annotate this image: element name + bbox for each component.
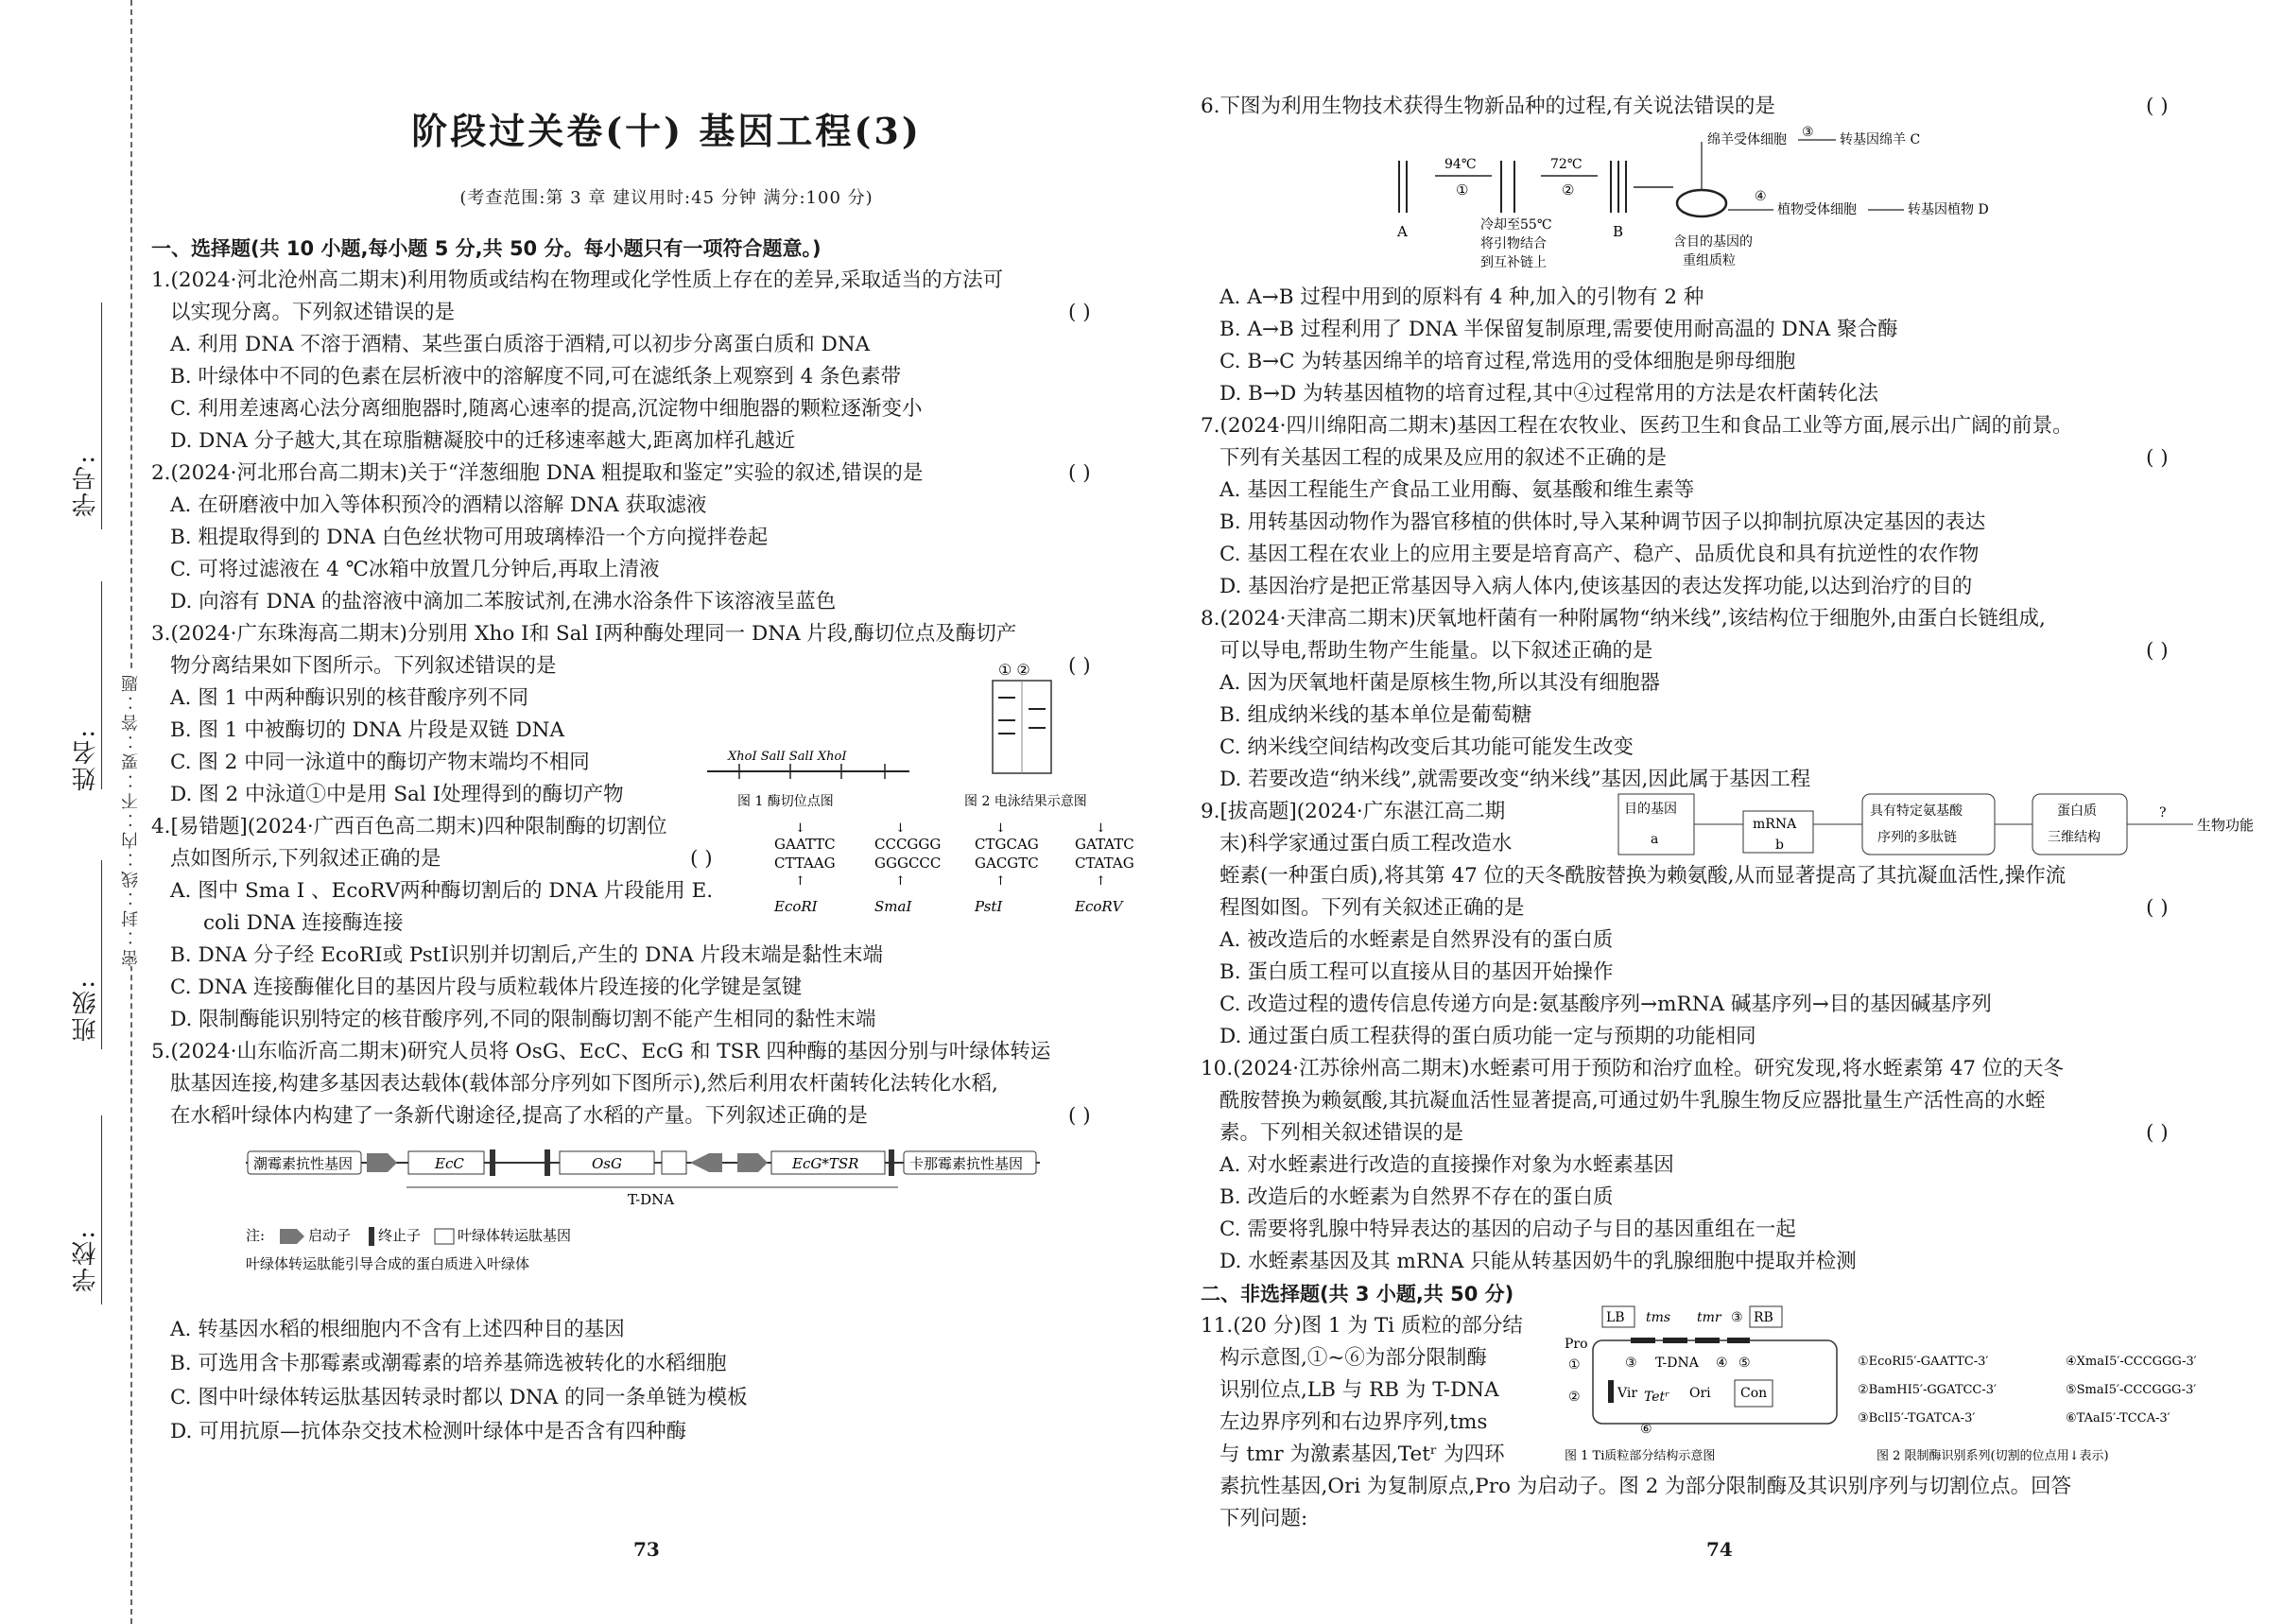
q2-option-a: A. 在研磨液中加入等体积预冷的酒精以溶解 DNA 获取滤液 bbox=[170, 493, 707, 517]
q5-legend-transit: 叶绿体转运肽基因 bbox=[458, 1227, 572, 1244]
q9-stem-1: 9.[拔高题](2024·广东湛江高二期 bbox=[1201, 800, 1506, 823]
q5-tdna-label: T-DNA bbox=[628, 1191, 675, 1208]
q4-option-d: D. 限制酶能识别特定的核苷酸序列,不同的限制酶切割不能产生相同的黏性末端 bbox=[170, 1008, 876, 1031]
q9-option-b: B. 蛋白质工程可以直接从目的基因开始操作 bbox=[1219, 960, 1614, 984]
q6-plant-cell: 植物受体细胞 bbox=[1777, 202, 1857, 217]
q8-option-a: A. 因为厌氧地杆菌是原核生物,所以其没有细胞器 bbox=[1219, 671, 1661, 695]
q1-option-d: D. DNA 分子越大,其在琼脂糖凝胶中的迁移速率越大,距离加样孔越近 bbox=[170, 429, 796, 453]
q11-fig1-site1: ① bbox=[1568, 1357, 1581, 1373]
q9-option-c: C. 改造过程的遗传信息传递方向是:氨基酸序列→mRNA 碱基序列→目的基因碱基序列 bbox=[1219, 993, 1992, 1016]
section-heading: 一、选择题(共 10 小题,每小题 5 分,共 50 分。每小题只有一项符合题意。) bbox=[151, 237, 822, 260]
q11-fig2-e5: ⑤SmaⅠ5′-CCCGGG-3′ bbox=[2066, 1383, 2197, 1397]
enzyme-name: EcoRⅤ bbox=[1075, 898, 1123, 915]
binding-margin bbox=[0, 0, 142, 1624]
q9-arrow-a: a bbox=[1651, 832, 1659, 847]
q11-fig1-tdna: T-DNA bbox=[1655, 1356, 1699, 1371]
q1-option-b: B. 叶绿体中不同的色素在层析液中的溶解度不同,可在滤纸条上观察到 4 条色素带 bbox=[170, 365, 902, 389]
q9-option-d: D. 通过蛋白质工程获得的蛋白质功能一定与预期的功能相同 bbox=[1219, 1025, 1756, 1048]
q9-stem-2: 末)科学家通过蛋白质工程改造水 bbox=[1219, 832, 1513, 855]
q6-cool-3: 到互补链上 bbox=[1480, 255, 1547, 270]
name-field[interactable] bbox=[101, 581, 102, 789]
q11-fig2-e4: ④XmaⅠ5′-CCCGGG-3′ bbox=[2066, 1355, 2197, 1369]
q11-fig1-rb: RB bbox=[1754, 1310, 1773, 1325]
q9-box-mrna: mRNA bbox=[1753, 817, 1797, 832]
q5-note-2: 叶绿体转运肽能引导合成的蛋白质进入叶绿体 bbox=[246, 1255, 530, 1272]
q5-stem-2: 肽基因连接,构建多基因表达载体(载体部分序列如下图所示),然后利用农杆菌转化法转化水稻, bbox=[170, 1072, 998, 1096]
q10-option-a: A. 对水蛭素进行改造的直接操作对象为水蛭素基因 bbox=[1219, 1153, 1674, 1177]
q10-stem-1: 10.(2024·江苏徐州高二期末)水蛭素可用于预防和治疗血栓。研究发现,将水蛭素第 47 位的天冬 bbox=[1201, 1057, 2064, 1080]
q6-sheep-cell: 绵羊受体细胞 bbox=[1707, 132, 1787, 147]
q5-stem-3: 在水稻叶绿体内构建了一条新代谢途径,提高了水稻的产量。下列叙述正确的是 bbox=[170, 1104, 868, 1128]
q8-option-b: B. 组成纳米线的基本单位是葡萄糖 bbox=[1219, 703, 1532, 727]
q11-stem-6: 素抗性基因,Ori 为复制原点,Pro 为启动子。图 2 为部分限制酶及其识别序列与切割位点。回答 bbox=[1219, 1475, 2072, 1498]
q7-option-c: C. 基因工程在农业上的应用主要是培育高产、稳产、品质优良和具有抗逆性的农作物 bbox=[1219, 543, 1980, 566]
q5-legend-terminator: 终止子 bbox=[378, 1227, 422, 1244]
q7-option-b: B. 用转基因动物作为器官移植的供体时,导入某种调节因子以抑制抗原决定基因的表达 bbox=[1219, 510, 1986, 534]
q9-box-protein-1: 蛋白质 bbox=[2057, 803, 2097, 819]
q11-figures bbox=[1565, 1303, 2274, 1468]
enzyme-name: PstⅠ bbox=[975, 898, 1003, 915]
q11-fig1-tet: Tetʳ bbox=[1644, 1390, 1670, 1405]
q4-stem-1: 4.[易错题](2024·广西百色高二期末)四种限制酶的切割位 bbox=[151, 815, 667, 838]
page-74 bbox=[1201, 0, 2269, 1624]
id-label: 学号: bbox=[72, 454, 100, 517]
q6-sheep-out: 转基因绵羊 C bbox=[1840, 132, 1921, 147]
q11-fig1-site2: ② bbox=[1568, 1390, 1581, 1405]
q6-option-b: B. A→B 过程利用了 DNA 半保留复制原理,需要使用耐高温的 DNA 聚合酶 bbox=[1219, 318, 1898, 341]
q5-gene-osg: OsG bbox=[592, 1155, 622, 1172]
page-title: 阶段过关卷(十) 基因工程(3) bbox=[411, 110, 922, 152]
q6-step-4: ④ bbox=[1755, 189, 1767, 204]
q5-gene-ecc: EcC bbox=[435, 1155, 464, 1172]
q11-fig1-con: Con bbox=[1740, 1386, 1768, 1401]
q11-fig1-lb: LB bbox=[1606, 1310, 1625, 1325]
id-field[interactable] bbox=[101, 302, 102, 529]
q10-stem-3: 素。下列相关叙述错误的是 bbox=[1219, 1121, 1464, 1145]
q1-stem-2: 以实现分离。下列叙述错误的是 bbox=[170, 301, 456, 324]
q6-label-b: B bbox=[1613, 223, 1624, 240]
site-top-strand: GAATTC bbox=[774, 836, 836, 853]
cut-arrow-icon: ↓ bbox=[1096, 821, 1106, 836]
school-label: 学校: bbox=[72, 1229, 100, 1292]
cut-arrow-up-icon: ↑ bbox=[795, 874, 805, 889]
q8-option-d: D. 若要改造“纳米线”,就需要改变“纳米线”基因,因此属于基因工程 bbox=[1219, 768, 1811, 791]
cut-arrow-icon: ↓ bbox=[895, 821, 906, 836]
q5-gene-kan: 卡那霉素抗性基因 bbox=[909, 1155, 1024, 1172]
q9-stem-4: 程图如图。下列有关叙述正确的是 bbox=[1219, 896, 1525, 920]
q11-fig1-tmr: tmr bbox=[1697, 1310, 1721, 1325]
q2-option-c: C. 可将过滤液在 4 ℃冰箱中放置几分钟后,再取上清液 bbox=[170, 558, 660, 581]
class-field[interactable] bbox=[101, 860, 102, 1049]
q6-temp-94: 94℃ bbox=[1444, 157, 1477, 172]
q11-fig1-vir: Vir bbox=[1617, 1386, 1638, 1401]
name-label: 姓名: bbox=[72, 728, 100, 791]
q1-answer-blank[interactable]: ( ) bbox=[1068, 301, 1091, 324]
q11-fig1-site3: ③ bbox=[1731, 1310, 1743, 1325]
q11-fig1-caption: 图 1 Ti质粒部分结构示意图 bbox=[1565, 1449, 1716, 1463]
q7-stem-1: 7.(2024·四川绵阳高二期末)基因工程在农牧业、医药卫生和食品工业等方面,展示出广阔的前景。 bbox=[1201, 414, 2073, 438]
site-top-strand: CCCGGG bbox=[874, 836, 942, 853]
q11-fig1-site6: ⑥ bbox=[1640, 1422, 1652, 1437]
site-top-strand: CTGCAG bbox=[975, 836, 1039, 853]
q6-option-c: C. B→C 为转基因绵羊的培育过程,常选用的受体细胞是卵母细胞 bbox=[1219, 350, 1796, 373]
q6-cool-1: 冷却至55℃ bbox=[1480, 217, 1552, 233]
q6-step-2: ② bbox=[1562, 181, 1575, 199]
q2-stem: 2.(2024·河北邢台高二期末)关于“洋葱细胞 DNA 粗提取和鉴定”实验的叙述,错误的是 bbox=[151, 461, 924, 485]
q11-enzyme-table bbox=[1858, 1355, 2197, 1463]
q4-answer-blank[interactable]: ( ) bbox=[690, 847, 713, 871]
q9-flowchart bbox=[1617, 790, 2269, 866]
q3-option-b: B. 图 1 中被酶切的 DNA 片段是双链 DNA bbox=[170, 718, 564, 742]
q3-fig1-caption: 图 1 酶切位点图 bbox=[737, 794, 834, 809]
page-73 bbox=[151, 0, 1182, 1624]
q11-fig1-pro: Pro bbox=[1565, 1337, 1588, 1352]
q3-fig2-caption: 图 2 电泳结果示意图 bbox=[964, 794, 1087, 809]
q5-option-a: A. 转基因水稻的根细胞内不含有上述四种目的基因 bbox=[170, 1318, 625, 1341]
q9-box-polypeptide-1: 具有特定氨基酸 bbox=[1870, 803, 1963, 819]
q7-stem-2: 下列有关基因工程的成果及应用的叙述不正确的是 bbox=[1219, 446, 1668, 470]
school-field[interactable] bbox=[101, 1115, 102, 1304]
q11-ti-plasmid-figure bbox=[1565, 1306, 1837, 1463]
q11-stem-3: 识别位点,LB 与 RB 为 T-DNA bbox=[1219, 1378, 1499, 1402]
q11-fig2-e1: ①EcoRⅠ5′-GAATTC-3′ bbox=[1858, 1355, 1989, 1369]
q9-answer-blank[interactable]: ( ) bbox=[2146, 896, 2169, 920]
q5-gene-ecg-tsr: EcG*TSR bbox=[792, 1155, 859, 1172]
section-2-heading: 二、非选择题(共 3 小题,共 50 分) bbox=[1201, 1283, 1514, 1305]
q3-lane-labels: ① ② bbox=[998, 662, 1030, 679]
q3-stem-1: 3.(2024·广东珠海高二期末)分别用 Xho Ⅰ和 Sal Ⅰ两种酶处理同一 DNA 片段,酶切位点及酶切产 bbox=[151, 622, 1017, 646]
q5-option-b: B. 可选用含卡那霉素或潮霉素的培养基筛选被转化的水稻细胞 bbox=[170, 1352, 727, 1375]
page-number-right: 74 bbox=[1706, 1538, 1733, 1561]
q4-option-b: B. DNA 分子经 EcoRⅠ或 PstⅠ识别并切割后,产生的 DNA 片段末端是黏性末端 bbox=[170, 943, 884, 967]
q3-option-d: D. 图 2 中泳道①中是用 Sal Ⅰ处理得到的酶切产物 bbox=[170, 783, 624, 806]
cut-arrow-up-icon: ↑ bbox=[995, 874, 1006, 889]
q5-vector-figure bbox=[246, 1134, 1059, 1295]
q6-answer-blank[interactable]: ( ) bbox=[2146, 95, 2169, 118]
q11-fig2-caption: 图 2 限制酶识别系列(切割的位点用↓表示) bbox=[1877, 1449, 2109, 1463]
q5-note-prefix: 注: bbox=[246, 1227, 266, 1244]
q1-option-a: A. 利用 DNA 不溶于酒精、某些蛋白质溶于酒精,可以初步分离蛋白质和 DNA bbox=[170, 333, 871, 356]
q5-stem-1: 5.(2024·山东临沂高二期末)研究人员将 OsG、EcC、EcG 和 TSR 四种酶的基因分别与叶绿体转运 bbox=[151, 1040, 1051, 1063]
q3-figure-1 bbox=[700, 747, 917, 813]
q6-plasmid-1: 含目的基因的 bbox=[1673, 234, 1753, 250]
q4-option-a: A. 图中 Sma Ⅰ 、EcoRⅤ两种酶切割后的 DNA 片段能用 E. bbox=[170, 879, 714, 903]
q11-stem-7: 下列问题: bbox=[1219, 1507, 1308, 1530]
q3-stem-2: 物分离结果如下图所示。下列叙述错误的是 bbox=[170, 654, 557, 678]
q1-option-c: C. 利用差速离心法分离细胞器时,随离心速率的提高,沉淀物中细胞器的颗粒逐渐变小 bbox=[170, 397, 923, 421]
q5-legend-promoter: 启动子 bbox=[308, 1227, 352, 1244]
q9-box-polypeptide-2: 序列的多肽链 bbox=[1877, 830, 1957, 845]
q11-fig1-site3b: ③ bbox=[1625, 1356, 1637, 1371]
q7-option-a: A. 基因工程能生产食品工业用酶、氨基酸和维生素等 bbox=[1219, 478, 1695, 502]
page-subtitle: (考查范围:第 3 章 建议用时:45 分钟 满分:100 分) bbox=[459, 188, 873, 208]
q6-option-d: D. B→D 为转基因植物的培育过程,其中④过程常用的方法是农杆菌转化法 bbox=[1219, 382, 1878, 406]
q4-option-a-cont: coli DNA 连接酶连接 bbox=[203, 911, 404, 935]
q9-box-protein-2: 三维结构 bbox=[2048, 830, 2101, 845]
q6-option-a: A. A→B 过程中用到的原料有 4 种,加入的引物有 2 种 bbox=[1219, 285, 1704, 309]
q8-answer-blank[interactable]: ( ) bbox=[2146, 639, 2169, 663]
q9-arrow-b: b bbox=[1775, 838, 1784, 853]
enzyme-name: SmaⅠ bbox=[874, 898, 912, 915]
q9-bio-function: 生物功能 bbox=[2197, 817, 2255, 834]
q11-stem-4: 左边界序列和右边界序列,tms bbox=[1219, 1410, 1488, 1434]
seal-warning: 密··封··线··内··不··要··答··题 bbox=[119, 671, 144, 966]
q8-stem-2: 可以导电,帮助生物产生能量。以下叙述正确的是 bbox=[1219, 639, 1653, 663]
q2-answer-blank[interactable]: ( ) bbox=[1068, 461, 1091, 485]
q6-step-1: ① bbox=[1456, 181, 1469, 199]
cut-arrow-icon: ↓ bbox=[795, 821, 805, 836]
q1-stem-1: 1.(2024·河北沧州高二期末)利用物质或结构在物理或化学性质上存在的差异,采取适当的方法可 bbox=[151, 268, 1004, 292]
cut-arrow-up-icon: ↑ bbox=[895, 874, 906, 889]
q3-option-a: A. 图 1 中两种酶识别的核苷酸序列不同 bbox=[170, 686, 529, 710]
q5-gene-hyg: 潮霉素抗性基因 bbox=[253, 1155, 354, 1172]
q6-plasmid-2: 重组质粒 bbox=[1683, 253, 1736, 268]
q2-option-b: B. 粗提取得到的 DNA 白色丝状物可用玻璃棒沿一个方向搅拌卷起 bbox=[170, 526, 769, 549]
q10-option-d: D. 水蛭素基因及其 mRNA 只能从转基因奶牛的乳腺细胞中提取并检测 bbox=[1219, 1250, 1857, 1273]
q6-label-a: A bbox=[1397, 223, 1408, 240]
q8-stem-1: 8.(2024·天津高二期末)厌氧地杆菌有一种附属物“纳米线”,该结构位于细胞外,由蛋白长链组成, bbox=[1201, 607, 2046, 631]
cut-arrow-up-icon: ↑ bbox=[1096, 874, 1106, 889]
q9-option-a: A. 被改造后的水蛭素是自然界没有的蛋白质 bbox=[1219, 928, 1614, 952]
q3-fig1-labels: XhoⅠ SalⅠ SalⅠ XhoⅠ bbox=[728, 750, 847, 764]
page-number-left: 73 bbox=[633, 1538, 660, 1561]
q11-stem-1: 11.(20 分)图 1 为 Ti 质粒的部分结 bbox=[1201, 1314, 1523, 1338]
site-bottom-strand: CTATAG bbox=[1075, 855, 1134, 872]
q11-fig1-site5: ⑤ bbox=[1738, 1356, 1751, 1371]
q10-answer-blank[interactable]: ( ) bbox=[2146, 1121, 2169, 1145]
cut-arrow-icon: ↓ bbox=[995, 821, 1006, 836]
q11-stem-5: 与 tmr 为激素基因,Tetʳ 为四环 bbox=[1219, 1443, 1505, 1466]
q7-answer-blank[interactable]: ( ) bbox=[2146, 446, 2169, 470]
q11-fig2-e3: ③BclⅠ5′-TGATCA-3′ bbox=[1858, 1411, 1976, 1425]
q11-fig1-site4: ④ bbox=[1716, 1356, 1728, 1371]
q11-fig1-tms: tms bbox=[1646, 1310, 1671, 1325]
q2-option-d: D. 向溶有 DNA 的盐溶液中滴加二苯胺试剂,在沸水浴条件下该溶液呈蓝色 bbox=[170, 590, 837, 613]
q5-option-d: D. 可用抗原—抗体杂交技术检测叶绿体中是否含有四种酶 bbox=[170, 1420, 687, 1443]
q5-answer-blank[interactable]: ( ) bbox=[1068, 1104, 1091, 1128]
q6-step-3: ③ bbox=[1802, 125, 1814, 140]
q9-box-gene: 目的基因 bbox=[1624, 802, 1677, 817]
site-bottom-strand: GGGCCC bbox=[874, 855, 942, 872]
q6-temp-72: 72℃ bbox=[1550, 157, 1583, 172]
q6-plant-out: 转基因植物 D bbox=[1908, 202, 1989, 217]
q9-question-mark: ? bbox=[2159, 805, 2167, 821]
q6-stem: 6.下图为利用生物技术获得生物新品种的过程,有关说法错误的是 bbox=[1201, 95, 1775, 118]
q3-figure-2 bbox=[964, 662, 1182, 813]
site-bottom-strand: GACGTC bbox=[975, 855, 1039, 872]
q10-option-b: B. 改造后的水蛭素为自然界不存在的蛋白质 bbox=[1219, 1185, 1614, 1209]
site-bottom-strand: CTTAAG bbox=[774, 855, 836, 872]
q11-fig1-ori: Ori bbox=[1689, 1386, 1711, 1401]
q4-stem-2: 点如图所示,下列叙述正确的是 bbox=[170, 847, 441, 871]
q4-option-c: C. DNA 连接酶催化目的基因片段与质粒载体片段连接的化学键是氢键 bbox=[170, 976, 803, 999]
q6-figure bbox=[1390, 123, 2240, 284]
q10-option-c: C. 需要将乳腺中特异表达的基因的启动子与目的基因重组在一起 bbox=[1219, 1218, 1796, 1241]
q6-cool-2: 将引物结合 bbox=[1480, 236, 1547, 251]
q11-fig2-e6: ⑥TAaⅠ5′-TCCA-3′ bbox=[2066, 1411, 2171, 1425]
q4-figure bbox=[770, 819, 1177, 923]
q5-option-c: C. 图中叶绿体转运肽基因转录时都以 DNA 的同一条单链为模板 bbox=[170, 1386, 748, 1409]
q11-stem-2: 构示意图,①~⑥为部分限制酶 bbox=[1219, 1346, 1487, 1370]
q7-option-d: D. 基因治疗是把正常基因导入病人体内,使该基因的表达发挥功能,以达到治疗的目的 bbox=[1219, 575, 1973, 598]
q10-stem-2: 酰胺替换为赖氨酸,其抗凝血活性显著提高,可通过奶牛乳腺生物反应器批量生产活性高的水蛭 bbox=[1219, 1089, 2046, 1113]
q9-stem-3: 蛭素(一种蛋白质),将其第 47 位的天冬酰胺替换为赖氨酸,从而显著提高了其抗凝血活性,操作流 bbox=[1219, 864, 2067, 888]
q3-answer-blank[interactable]: ( ) bbox=[1068, 654, 1091, 678]
site-top-strand: GATATC bbox=[1075, 836, 1134, 853]
enzyme-name: EcoRⅠ bbox=[774, 898, 818, 915]
q11-fig2-e2: ②BamHⅠ5′-GGATCC-3′ bbox=[1858, 1383, 1997, 1397]
q3-option-c: C. 图 2 中同一泳道中的酶切产物末端均不相同 bbox=[170, 751, 590, 774]
q8-option-c: C. 纳米线空间结构改变后其功能可能发生改变 bbox=[1219, 735, 1634, 759]
class-label: 班级: bbox=[72, 978, 100, 1042]
